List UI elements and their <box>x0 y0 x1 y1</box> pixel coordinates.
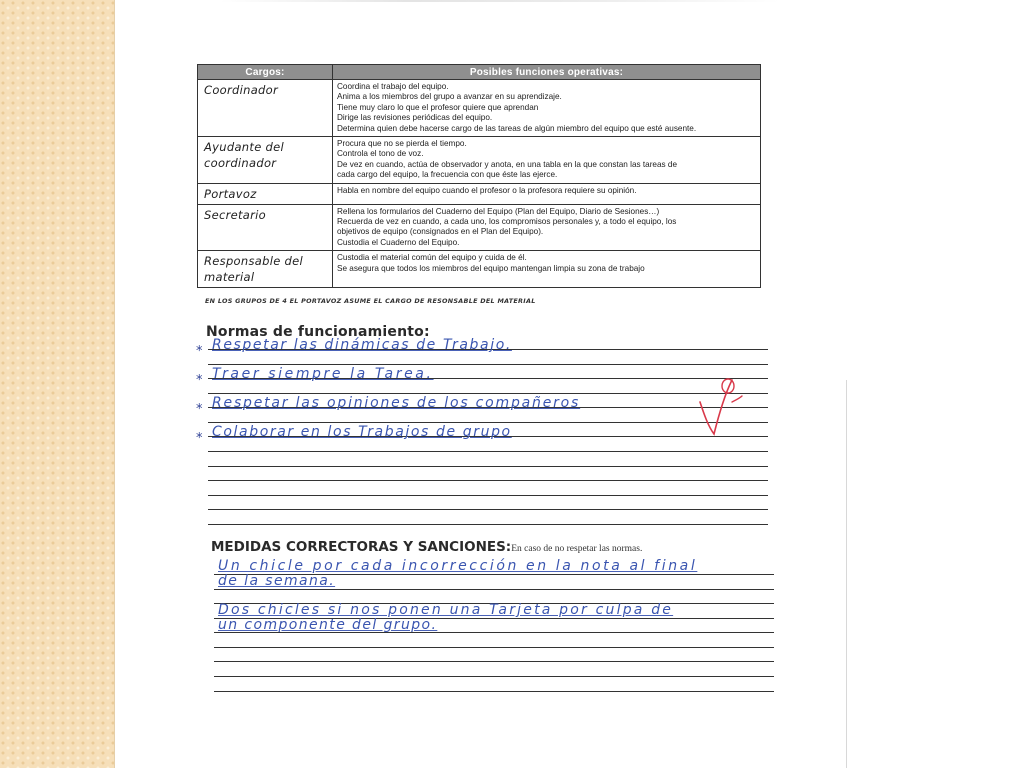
function-line: Recuerda de vez en cuando, a cada uno, los compromisos personales y, a todo el equipo, los <box>337 217 677 227</box>
handwritten-norma: Respetar las opiniones de los compañeros <box>212 395 581 411</box>
normas-heading: Normas de funcionamiento: <box>206 324 430 340</box>
ruled-line <box>208 495 768 496</box>
handwritten-medida: Dos chicles si nos ponen una Tarjeta por culpa de <box>218 602 674 618</box>
handwritten-norma: Traer siempre la Tarea. <box>212 366 434 382</box>
function-line: Custodia el material común del equipo y cuida de él. <box>337 253 527 263</box>
handwritten-norma: Respetar las dinámicas de Trabajo. <box>212 337 512 353</box>
check-mark-icon <box>696 374 756 438</box>
plain-text: Rellena los formularios del Cuaderno del Equipo (Plan del Equipo, Diario de Sesiones…) <box>337 206 660 216</box>
ruled-line <box>208 480 768 481</box>
functions-cell <box>333 251 761 288</box>
table-row <box>198 251 761 288</box>
function-line: Controla el tono de voz. <box>337 149 424 159</box>
function-line: De vez en cuando, actúa de observador y anota, en una tabla en la que constan las tareas de <box>337 159 678 169</box>
function-line: Tiene muy claro lo que el profesor quiere que aprendan <box>337 102 539 112</box>
bullet-asterisk: * <box>196 373 203 388</box>
ruled-line <box>208 451 768 452</box>
ruled-line <box>214 647 774 648</box>
ruled-line <box>208 509 768 510</box>
header-funciones: Posibles funciones operativas: <box>333 65 761 80</box>
bullet-asterisk: * <box>196 344 203 359</box>
table-row <box>198 137 761 184</box>
ruled-line <box>214 661 774 662</box>
ruled-line <box>208 524 768 525</box>
role-cell: Secretario <box>198 204 333 251</box>
functions-cell <box>333 137 761 184</box>
table-row <box>198 183 761 204</box>
ruled-line <box>214 691 774 692</box>
function-line <box>337 207 756 217</box>
function-line: Dirige las revisiones periódicas del equipo. <box>337 113 493 123</box>
medidas-title: MEDIDAS CORRECTORAS Y SANCIONES: <box>211 539 512 555</box>
function-line: Se asegura que todos los miembros del equipo mantengan limpia su zona de trabajo <box>337 263 645 273</box>
function-line: cada cargo del equipo, la frecuencia con que éste las ejerce. <box>337 170 558 180</box>
role-cell: Coordinador <box>198 80 333 137</box>
decorative-side-panel <box>0 0 115 768</box>
medidas-heading <box>211 539 642 555</box>
handwritten-norma: Colaborar en los Trabajos de grupo <box>212 424 512 440</box>
scan-edge <box>846 380 847 768</box>
handwritten-medida: un componente del grupo. <box>218 617 438 633</box>
functions-cell <box>333 80 761 137</box>
function-line: Procura que no se pierda el tiempo. <box>337 139 467 149</box>
bullet-asterisk: * <box>196 431 203 446</box>
handwritten-medida: de la semana. <box>218 573 336 589</box>
table-header-row <box>198 65 761 80</box>
bullet-asterisk: * <box>196 402 203 417</box>
function-line: objetivos de equipo (consignados en el Plan del Equipo). <box>337 227 544 237</box>
role-cell: Responsable del material <box>198 251 333 288</box>
ruled-line <box>214 676 774 677</box>
handwritten-medida: Un chicle por cada incorrección en la nota al final <box>218 558 698 574</box>
ruled-line <box>208 393 768 394</box>
functions-cell <box>333 183 761 204</box>
roles-table <box>197 64 761 288</box>
medidas-subtitle: En caso de no respetar las normas. <box>511 544 643 554</box>
function-line: Habla en nombre del equipo cuando el profesor o la profesora requiere su opinión. <box>337 185 637 195</box>
table-row <box>198 204 761 251</box>
ruled-line <box>214 589 774 590</box>
header-cargos: Cargos: <box>198 65 333 80</box>
role-cell: Portavoz <box>198 183 333 204</box>
function-line: Coordina el trabajo del equipo. <box>337 82 449 91</box>
functions-cell <box>333 204 761 251</box>
ruled-line <box>208 422 768 423</box>
function-line: Custodia el Cuaderno del Equipo. <box>337 237 460 247</box>
scan-artifact <box>220 0 780 2</box>
table-footnote: EN LOS GRUPOS DE 4 EL PORTAVOZ ASUME EL CARGO DE RESONSABLE DEL MATERIAL <box>205 297 536 305</box>
table-row <box>198 80 761 137</box>
role-cell: Ayudante del coordinador <box>198 137 333 184</box>
function-line: Anima a los miembros del grupo a avanzar en su aprendizaje. <box>337 92 562 102</box>
function-line: Determina quien debe hacerse cargo de las tareas de algún miembro del equipo que esté ausente. <box>337 123 697 133</box>
ruled-line <box>208 466 768 467</box>
ruled-line <box>208 364 768 365</box>
